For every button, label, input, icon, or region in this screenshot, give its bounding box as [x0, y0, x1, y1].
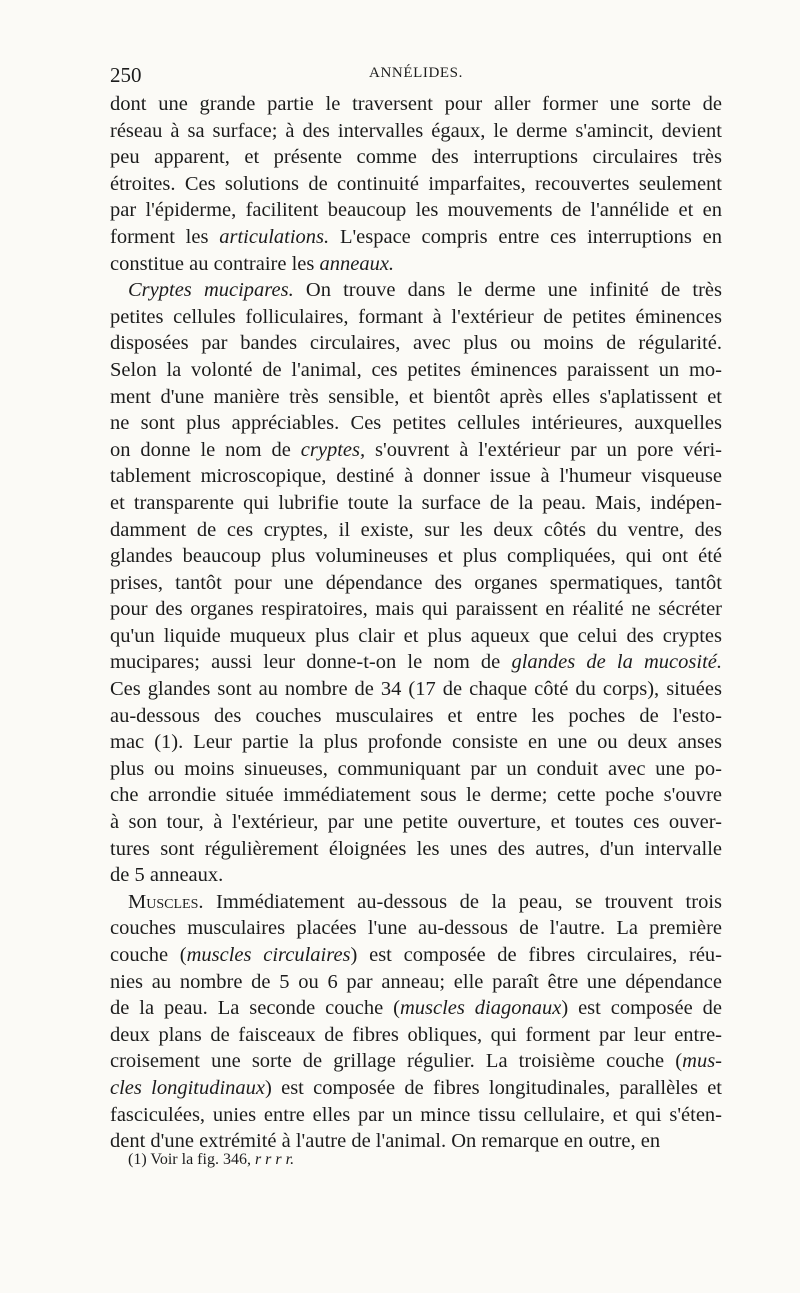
text-line: tablement microscopique, destiné à donner issue à l'humeur visqueuse: [110, 465, 722, 488]
paragraph-cryptes-mucipares: [110, 277, 722, 889]
text-line: de 5 anneaux.: [110, 864, 224, 887]
text-line: petites cellules folliculaires, formant à l'extérieur de petites éminences: [110, 305, 722, 328]
text-line: [110, 995, 722, 1022]
text-line: à son tour, à l'extérieur, par une petite ouverture, et toutes ces ouver-: [110, 811, 722, 834]
text-line: glandes beaucoup plus volumineuses et plus compliquées, qui ont été: [110, 545, 722, 568]
text-line: fasciculées, unies entre elles par un mince tissu cellulaire, et qui s'éten-: [110, 1103, 722, 1126]
italic-term: mus-: [682, 1050, 722, 1073]
text-line: [110, 277, 722, 304]
footnote-reference: r r r r.: [254, 1151, 295, 1168]
text-run: ) est composée de fibres circulaires, réu-: [350, 944, 723, 966]
text-run: ) est composée de fibres longitudinales, parallèles et: [265, 1076, 722, 1099]
body-text: [110, 91, 722, 1155]
text-line: mac (1). Leur partie la plus profonde consiste en une ou deux anses: [110, 731, 722, 754]
page-number: 250: [110, 63, 142, 87]
italic-term: glandes de la mucosité.: [511, 651, 722, 674]
paragraph-muscles: [110, 889, 722, 1155]
italic-term: cles longitudinaux: [110, 1076, 266, 1099]
text-run: On trouve dans le derme une infinité de très: [293, 279, 722, 302]
text-line: [110, 251, 722, 278]
text-run: de la peau. La seconde couche (: [110, 997, 400, 1020]
text-line: damment de ces cryptes, il existe, sur les deux côtés du ventre, des: [110, 518, 722, 541]
text-line: dent d'une extrémité à l'autre de l'animal. On remarque en outre, en: [110, 1130, 661, 1153]
text-line: prises, tantôt pour une dépendance des organes spermatiques, tantôt: [110, 571, 722, 594]
text-run: on donne le nom de: [110, 438, 301, 461]
italic-term: cryptes,: [300, 438, 366, 461]
italic-term: muscles circulaires: [186, 944, 351, 966]
text-line: pour des organes respiratoires, mais qui paraissent en réalité ne sécréter: [110, 598, 722, 621]
text-line: ment d'une manière très sensible, et bientôt après elles s'aplatissent et: [110, 385, 722, 408]
text-run: ) est composée de: [561, 997, 722, 1020]
text-run: forment les: [110, 225, 220, 248]
text-line: étroites. Ces solutions de continuité imparfaites, recouvertes seulement: [110, 172, 722, 195]
text-line: deux plans de faisceaux de fibres obliques, qui forment par leur entre-: [110, 1023, 722, 1046]
text-line: au-dessous des couches musculaires et entre les poches de l'esto-: [110, 704, 722, 727]
text-run: s'ouvrent à l'extérieur par un pore véri-: [365, 438, 722, 461]
text-line: [110, 1048, 722, 1075]
text-run: L'espace compris entre ces interruptions en: [329, 225, 722, 248]
text-line: ne sont plus appréciables. Ces petites cellules intérieures, auxquelles: [110, 412, 722, 435]
running-head: ANNÉLIDES.: [369, 65, 463, 81]
italic-term: anneaux.: [319, 252, 395, 275]
italic-term: muscles diagonaux: [399, 997, 562, 1020]
text-line: [110, 224, 722, 251]
text-line: [110, 942, 722, 969]
text-line: plus ou moins sinueuses, communiquant par un conduit avec une po-: [110, 757, 722, 780]
text-line: [110, 649, 722, 676]
text-line: [110, 1075, 722, 1102]
text-run: constitue au contraire les: [110, 252, 320, 275]
text-line: par l'épiderme, facilitent beaucoup les mouvements de l'annélide et en: [110, 199, 722, 222]
paragraph-1: [110, 91, 722, 277]
text-line: [110, 889, 722, 916]
text-line: et transparente qui lubrifie toute la surface de la peau. Mais, indépen-: [110, 491, 722, 514]
text-line: [110, 437, 722, 464]
footnote: [128, 1151, 294, 1169]
text-line: peu apparent, et présente comme des interruptions circulaires très: [110, 146, 722, 169]
footnote-text: (1) Voir la fig. 346,: [128, 1151, 255, 1168]
text-line: qu'un liquide muqueux plus clair et plus aqueux que celui des cryptes: [110, 624, 722, 647]
text-run: Immédiatement au-dessous de la peau, se trouvent trois: [203, 890, 722, 913]
text-line: Ces glandes sont au nombre de 34 (17 de chaque côté du corps), situées: [110, 678, 722, 701]
text-run: mucipares; aussi leur donne-t-on le nom de: [110, 651, 512, 674]
italic-term: articulations.: [219, 225, 330, 248]
text-line: disposées par bandes circulaires, avec plus ou moins de régularité.: [110, 332, 722, 355]
text-line: che arrondie située immédiatement sous le derme; cette poche s'ouvre: [110, 784, 722, 807]
italic-term: Cryptes mucipares.: [128, 279, 294, 302]
text-line: Selon la volonté de l'animal, ces petites éminences paraissent un mo-: [110, 358, 722, 381]
text-line: réseau à sa surface; à des intervalles égaux, le derme s'amincit, devient: [110, 119, 722, 142]
text-line: dont une grande partie le traversent pour aller former une sorte de: [110, 93, 722, 115]
text-line: tures sont régulièrement éloignées les unes des autres, d'un intervalle: [110, 837, 722, 860]
page-header: [110, 63, 722, 93]
text-line: nies au nombre de 5 ou 6 par anneau; elle paraît être une dépendance: [110, 970, 722, 993]
text-run: croisement une sorte de grillage régulier. La troisième couche (: [110, 1050, 683, 1073]
section-heading: Muscles.: [128, 890, 204, 913]
text-line: couches musculaires placées l'une au-dessous de l'autre. La première: [110, 917, 722, 940]
text-run: couche (: [110, 944, 187, 966]
